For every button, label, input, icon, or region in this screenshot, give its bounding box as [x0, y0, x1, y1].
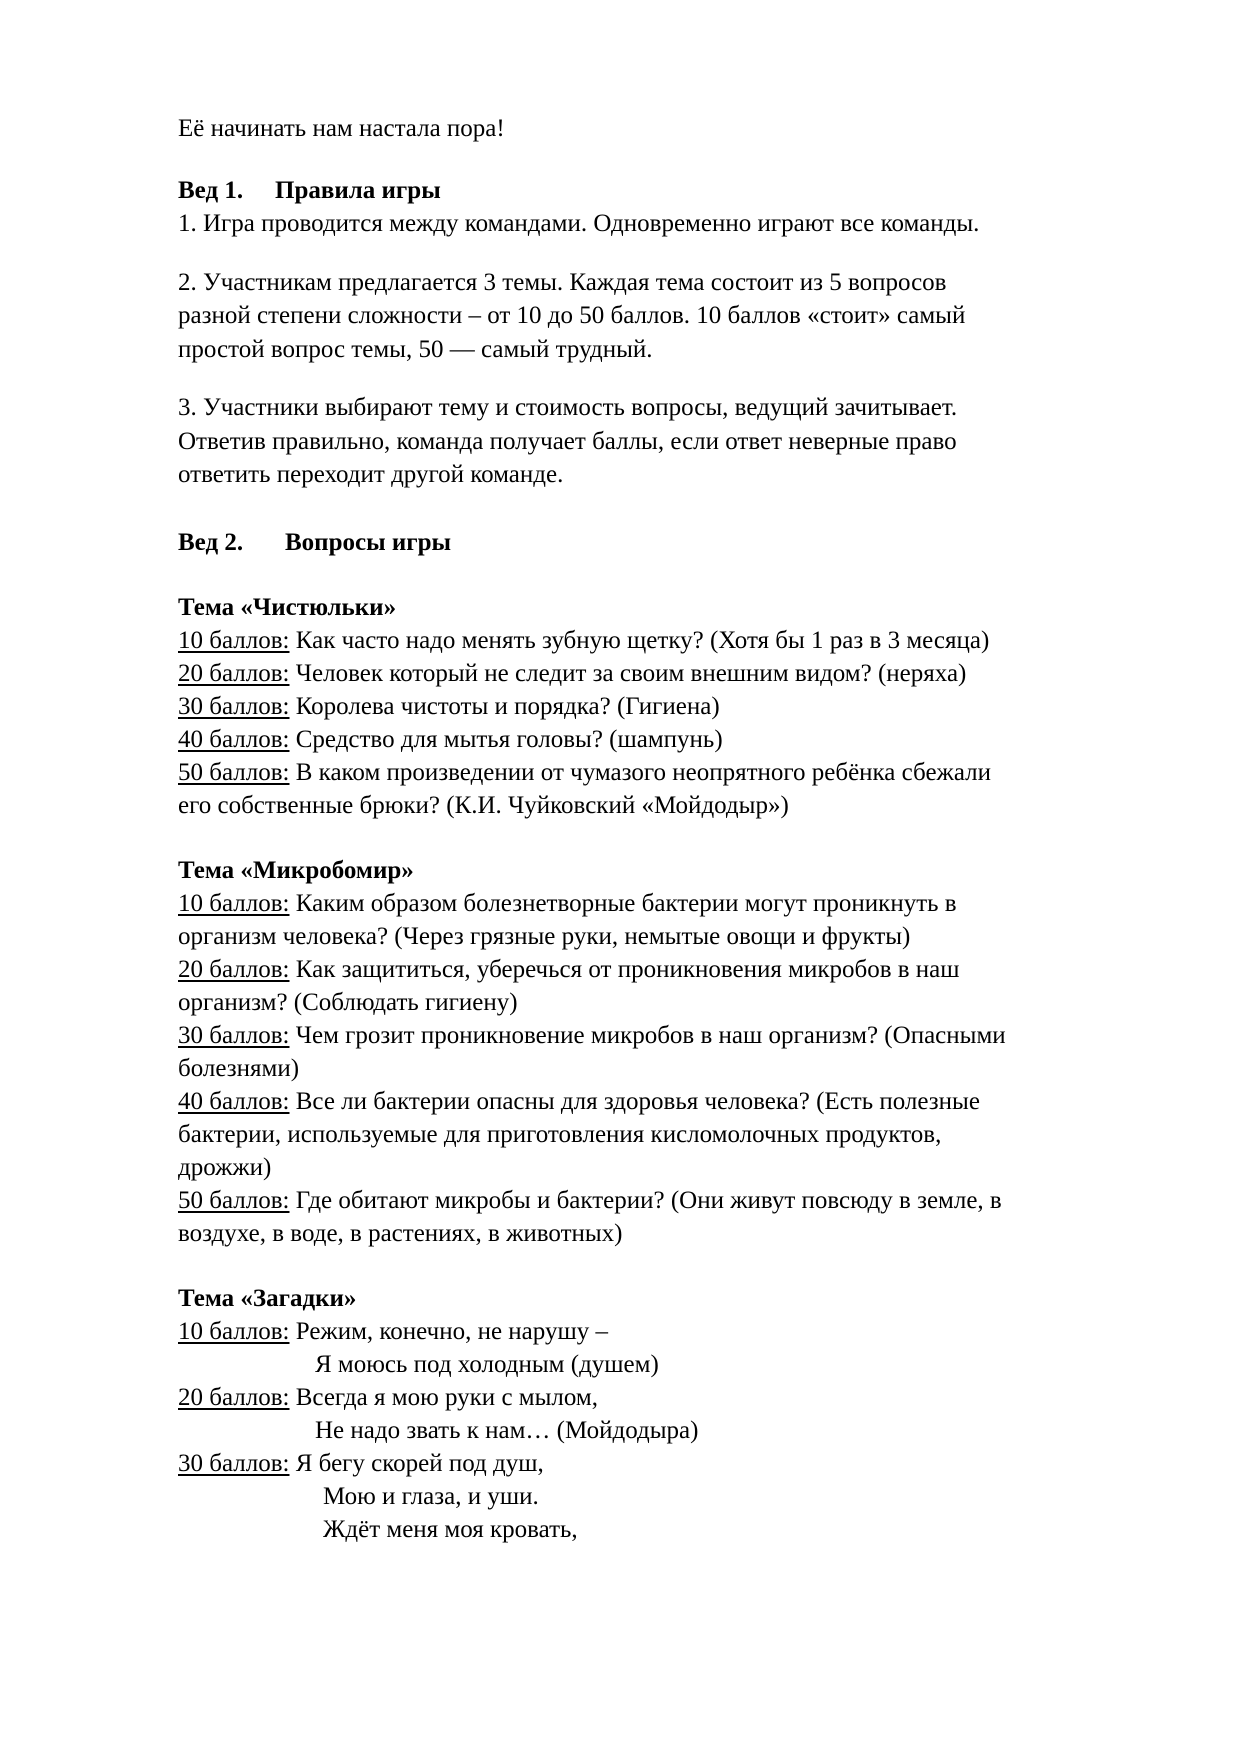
score-label: 10 баллов:: [178, 627, 290, 654]
rules-paragraph-3-line: Ответив правильно, команда получает баллы, если ответ неверные право: [178, 427, 957, 455]
question-text: Каким образом болезнетворные бактерии могут проникнуть в: [289, 890, 957, 917]
rules-paragraph-3-line: 3. Участники выбирают тему и стоимость вопросы, ведущий зачитывает.: [178, 394, 958, 421]
question-continuation: организм человека? (Через грязные руки, немытые овощи и фрукты): [178, 923, 911, 950]
question-text: Режим, конечно, не нарушу –: [289, 1318, 608, 1345]
topic-title: Тема «Загадки»: [178, 1285, 357, 1312]
question-line: [178, 1019, 1178, 1052]
document-page: [178, 112, 1178, 1546]
rules-heading: [178, 174, 1178, 208]
score-label: 30 баллов:: [178, 693, 290, 720]
question-line: [178, 690, 1178, 723]
score-label: 50 баллов:: [178, 1187, 290, 1214]
question-line: [178, 1381, 1178, 1414]
questions-label: Вед 2.: [178, 528, 244, 556]
question-text: Где обитают микробы и бактерии? (Они живут повсюду в земле, в: [289, 1187, 1002, 1214]
score-label: 20 баллов:: [178, 1384, 290, 1411]
score-label: 30 баллов:: [178, 1022, 290, 1049]
score-label: 30 баллов:: [178, 1450, 290, 1477]
riddle-continuation: Ждёт меня моя кровать,: [323, 1516, 578, 1543]
question-continuation: бактерии, используемые для приготовления кисломолочных продуктов,: [178, 1121, 942, 1148]
question-text: Королева чистоты и порядка? (Гигиена): [289, 693, 720, 720]
question-text: Чем грозит проникновение микробов в наш организм? (Опасными: [289, 1022, 1006, 1049]
question-line: [178, 887, 1178, 920]
question-line: [178, 1085, 1178, 1118]
rules-paragraph-1: 1. Игра проводится между командами. Одновременно играют все команды.: [178, 210, 980, 237]
score-label: 50 баллов:: [178, 759, 290, 786]
question-continuation: воздухе, в воде, в растениях, в животных): [178, 1220, 623, 1247]
question-text: Все ли бактерии опасны для здоровья человека? (Есть полезные: [289, 1088, 980, 1115]
question-line: [178, 1184, 1178, 1217]
question-line: [178, 756, 1178, 789]
question-continuation: дрожжи): [178, 1154, 272, 1181]
question-text: Я бегу скорей под душ,: [289, 1450, 544, 1477]
question-text: В каком произведении от чумазого неопрятного ребёнка сбежали: [289, 759, 991, 786]
question-text: Средство для мытья головы? (шампунь): [289, 726, 723, 753]
question-continuation: болезнями): [178, 1055, 300, 1082]
rules-paragraph-2-line: простой вопрос темы, 50 — самый трудный.: [178, 335, 653, 363]
topic-title: Тема «Чистюльки»: [178, 594, 397, 621]
riddle-continuation: Я моюсь под холодным (душем): [315, 1351, 659, 1378]
questions-title: Вопросы игры: [285, 528, 452, 556]
question-text: Как часто надо менять зубную щетку? (Хотя бы 1 раз в 3 месяца): [289, 627, 990, 654]
rules-paragraph-2-line: разной степени сложности – от 10 до 50 баллов. 10 баллов «стоит» самый: [178, 302, 966, 329]
question-line: [178, 1315, 1178, 1348]
question-continuation: его собственные брюки? (К.И. Чуйковский «Мойдодыр»): [178, 792, 789, 819]
question-text: Человек который не следит за своим внешним видом? (неряха): [289, 660, 967, 687]
topic-title: Тема «Микробомир»: [178, 857, 414, 884]
question-text: Как защититься, уберечься от проникновения микробов в наш: [289, 956, 960, 983]
score-label: 10 баллов:: [178, 1318, 290, 1345]
question-text: Всегда я мою руки с мылом,: [289, 1384, 598, 1411]
score-label: 40 баллов:: [178, 726, 290, 753]
question-line: [178, 1447, 1178, 1480]
question-line: [178, 723, 1178, 756]
rules-paragraph-3-line: ответить переходит другой команде.: [178, 461, 564, 488]
rules-title: Правила игры: [275, 176, 441, 204]
question-line: [178, 657, 1178, 690]
score-label: 20 баллов:: [178, 956, 290, 983]
rules-paragraph-2-line: 2. Участникам предлагается 3 темы. Каждая тема состоит из 5 вопросов: [178, 268, 947, 296]
question-line: [178, 953, 1178, 986]
riddle-continuation: Не надо звать к нам… (Мойдодыра): [315, 1417, 699, 1444]
score-label: 40 баллов:: [178, 1088, 290, 1115]
question-continuation: организм? (Соблюдать гигиену): [178, 989, 518, 1016]
score-label: 20 баллов:: [178, 660, 290, 687]
rules-label: Вед 1.: [178, 176, 244, 204]
intro-line: Её начинать нам настала пора!: [178, 115, 505, 142]
riddle-continuation: Мою и глаза, и уши.: [323, 1483, 539, 1510]
score-label: 10 баллов:: [178, 890, 290, 917]
questions-heading: [178, 526, 1178, 560]
question-line: [178, 624, 1178, 657]
